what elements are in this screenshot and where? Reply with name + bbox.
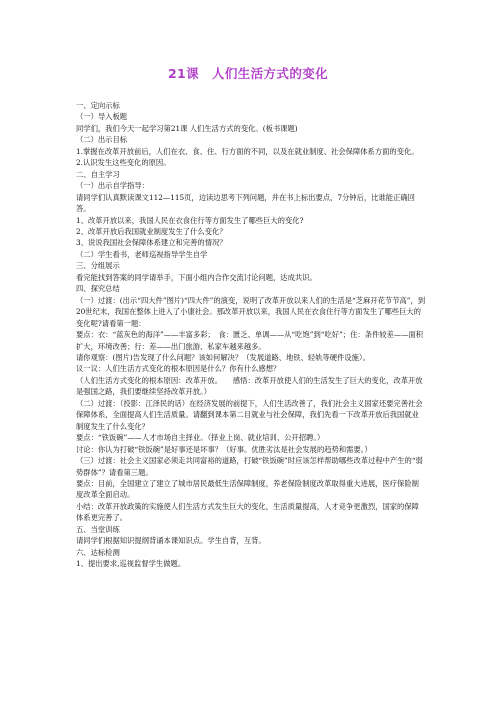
list-item: 2、改革开放后我国就业制度发生了什么变化？: [76, 226, 227, 236]
subsection-heading: （二）学生看书，老师巡视指导学生自学: [76, 249, 208, 259]
page-title: 21课 人们生活方式的变化: [167, 66, 329, 81]
paragraph: 请你观察：(图片)告发现了什么问题？该如何解决？（发展道路、地铁、轻轨等硬件设施）。: [76, 352, 370, 362]
subsection-heading: （一）导入板题: [76, 112, 128, 122]
paragraph: （二）过渡：（投影：江泽民的话）在经济发展的前提下，人们生活改善了，我们社会主义国家还要完善社会保障体系，全面提高人们生活质量。请翻到课本第二目就业与社会保障，我们先看一下改革开放后我国就业制度发生了什么变化？: [76, 398, 423, 431]
list-item: 3、说说我国社会保障体系建立和完善的情况？: [76, 238, 227, 248]
paragraph: （人们生活方式变化的根本原因：改革开放。 感悟：改革开放使人们的生活发生了巨大的变化，改革开放是强国之路，我们要继续坚持改革开放。）: [76, 375, 423, 397]
paragraph: 要点：衣：“蓝灰色的海洋”——丰富多彩； 食：匮乏、单调——从“吃饱”到“吃好”；住：条件较差——面积扩大，环境改善；行：差——出门旅游、私家车越来越多。: [76, 330, 424, 351]
section-heading: 六、达标检测: [76, 547, 120, 557]
list-item: 2.认识发生这些变化的原因。: [76, 158, 171, 168]
paragraph: 看完能找到答案的同学请举手，下面小组内合作交流讨论问题，达成共识。: [76, 272, 317, 282]
section-heading: 四、探究总结: [76, 284, 120, 294]
paragraph: 讨论：你认为打破“铁饭碗”是好事还是坏事？（好事。优胜劣汰是社会发展的趋势和需要。）: [76, 444, 372, 454]
paragraph: 议一议：人们生活方式变化的根本原因是什么？你有什么感想？: [76, 364, 281, 374]
paragraph: 请同学们认真默读课文112—115页，边读边思考下列问题，并在书上标出要点，7分钟后，比谁能正确回答。: [76, 192, 415, 214]
lesson-body: [76, 100, 426, 570]
subsection-heading: （一）出示自学指导：: [76, 181, 149, 191]
list-item: 1.掌握在改革开放前后，人们在衣、食、住、行方面的不同，以及在就业制度、社会保障体系方面的变化。: [76, 146, 419, 156]
paragraph: 要点：“铁饭碗”——人才市场自主择业。（择业上岗、就业培训、公开招聘。）: [76, 433, 325, 443]
paragraph: （三）过渡：社会主义国家必须走共同富裕的道路，打破“铁饭碗”时应该怎样帮助哪些改革过程中产生的“弱势群体”？请看第三题。: [76, 456, 423, 477]
list-item: 1、改革开放以来，我国人民在衣食住行等方面发生了哪些巨大的变化?: [76, 215, 304, 225]
section-heading: 五、当堂训练: [76, 524, 120, 534]
section-heading: 一、定向示标: [76, 101, 120, 110]
paragraph: 请同学们根据知识提纲背诵本课知识点。学生自背，互背。: [76, 536, 266, 546]
paragraph: 小结：改革开放政策的实施使人们生活方式发生巨大的变化，生活质量提高，人才竞争更激烈，国家的保障体系更完善了。: [76, 501, 419, 523]
section-heading: 三、分组展示: [76, 261, 120, 271]
paragraph: 同学们，我们今天一起学习第21课 人们生活方式的变化。(板书课题): [76, 123, 298, 133]
subsection-heading: （二）出示目标: [76, 135, 128, 145]
paragraph: （一）过渡：(出示“四大件”图片)“四大件”的演变，说明了改革开放以来人们的生活是“芝麻开花节节高”，到20世纪末，我国在整体上进入了小康社会。那改革开放以来，我国人民在衣食住行等方面发生了哪些巨大的变化呢?请看第一题：: [76, 295, 426, 328]
list-item: 1、提出要求,巡视监督学生做题。: [76, 559, 186, 569]
paragraph: 要点：目前，全国建立了建立了城市居民最低生活保障制度，养老保险制度改革取得重大进展，医疗保险制度改革全面启动。: [76, 478, 419, 500]
section-heading: 二、自主学习: [76, 169, 120, 179]
